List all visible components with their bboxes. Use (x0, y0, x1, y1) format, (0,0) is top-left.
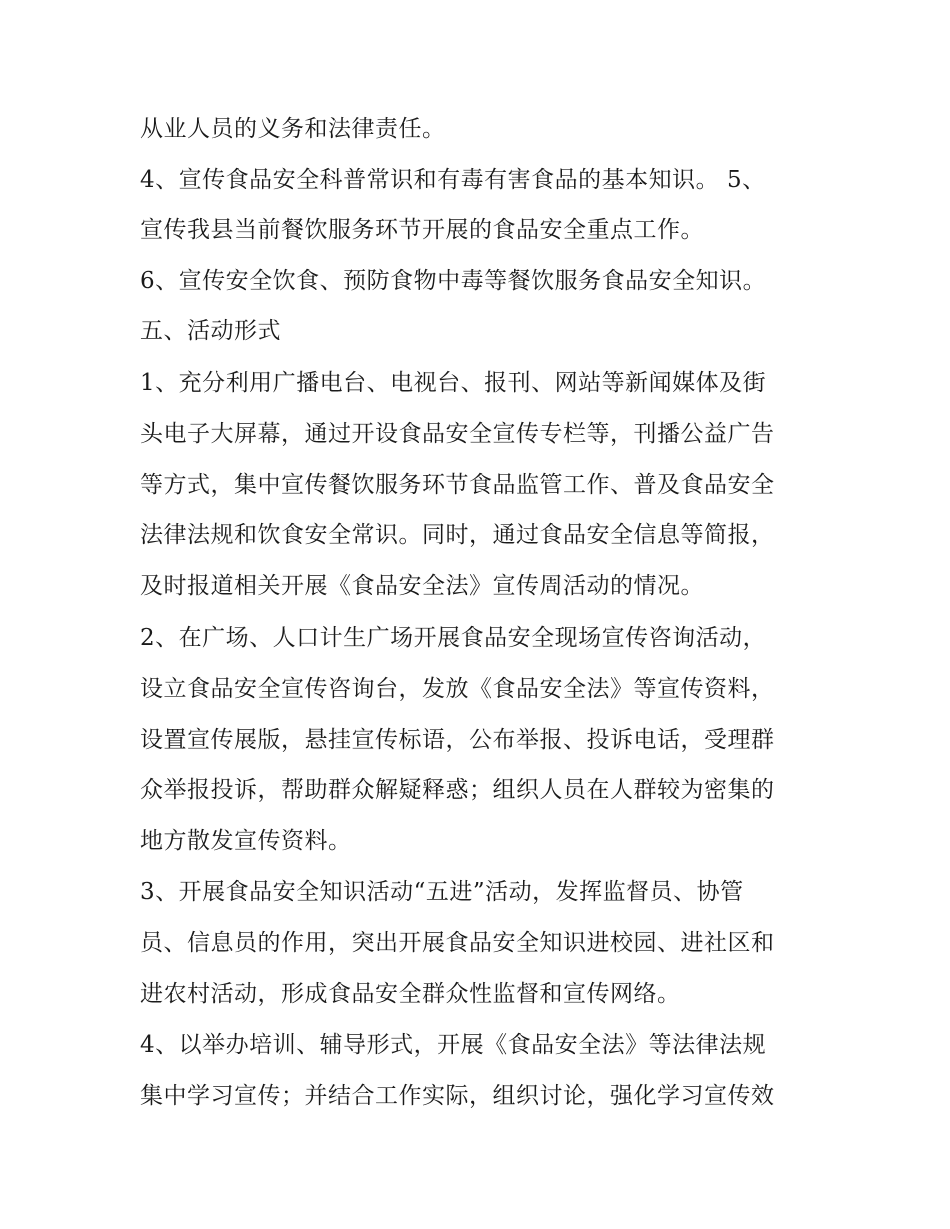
text-line: 从业人员的义务和法律责任。 (140, 116, 446, 142)
text-line: 2、在广场、人口计生广场开展食品安全现场宣传咨询活动， (140, 625, 767, 651)
text-line: 1、充分利用广播电台、电视台、报刊、网站等新闻媒体及街 (140, 370, 767, 396)
text-line: 头电子大屏幕，通过开设食品安全宣传专栏等，刊播公益广告 (140, 421, 775, 447)
text-line: 设置宣传展版，悬挂宣传标语，公布举报、投诉电话，受理群 (140, 727, 775, 753)
text-line: 4、以举办培训、辅导形式，开展《食品安全法》等法律法规 (140, 1032, 767, 1058)
text-line: 地方散发宣传资料。 (140, 828, 352, 854)
text-line: 众举报投诉，帮助群众解疑释惑；组织人员在人群较为密集的 (140, 777, 775, 803)
text-line: 4、宣传食品安全科普常识和有毒有害食品的基本知识。 5、 (140, 167, 766, 193)
text-line: 设立食品安全宣传咨询台，发放《食品安全法》等宣传资料， (140, 676, 775, 702)
text-line: 进农村活动，形成食品安全群众性监督和宣传网络。 (140, 981, 681, 1007)
text-line: 宣传我县当前餐饮服务环节开展的食品安全重点工作。 (140, 217, 704, 243)
section-heading: 五、活动形式 (140, 318, 281, 344)
text-line: 法律法规和饮食安全常识。同时，通过食品安全信息等简报， (140, 522, 775, 548)
text-line: 等方式，集中宣传餐饮服务环节食品监管工作、普及食品安全 (140, 472, 775, 498)
text-line: 集中学习宣传；并结合工作实际，组织讨论，强化学习宣传效 (140, 1083, 775, 1109)
text-line: 员、信息员的作用，突出开展食品安全知识进校园、进社区和 (140, 930, 775, 956)
text-line: 3、开展食品安全知识活动“五进”活动，发挥监督员、协管 (140, 879, 744, 905)
text-line: 及时报道相关开展《食品安全法》宣传周活动的情况。 (140, 573, 704, 599)
text-line: 6、宣传安全饮食、预防食物中毒等餐饮服务食品安全知识。 (140, 268, 767, 294)
